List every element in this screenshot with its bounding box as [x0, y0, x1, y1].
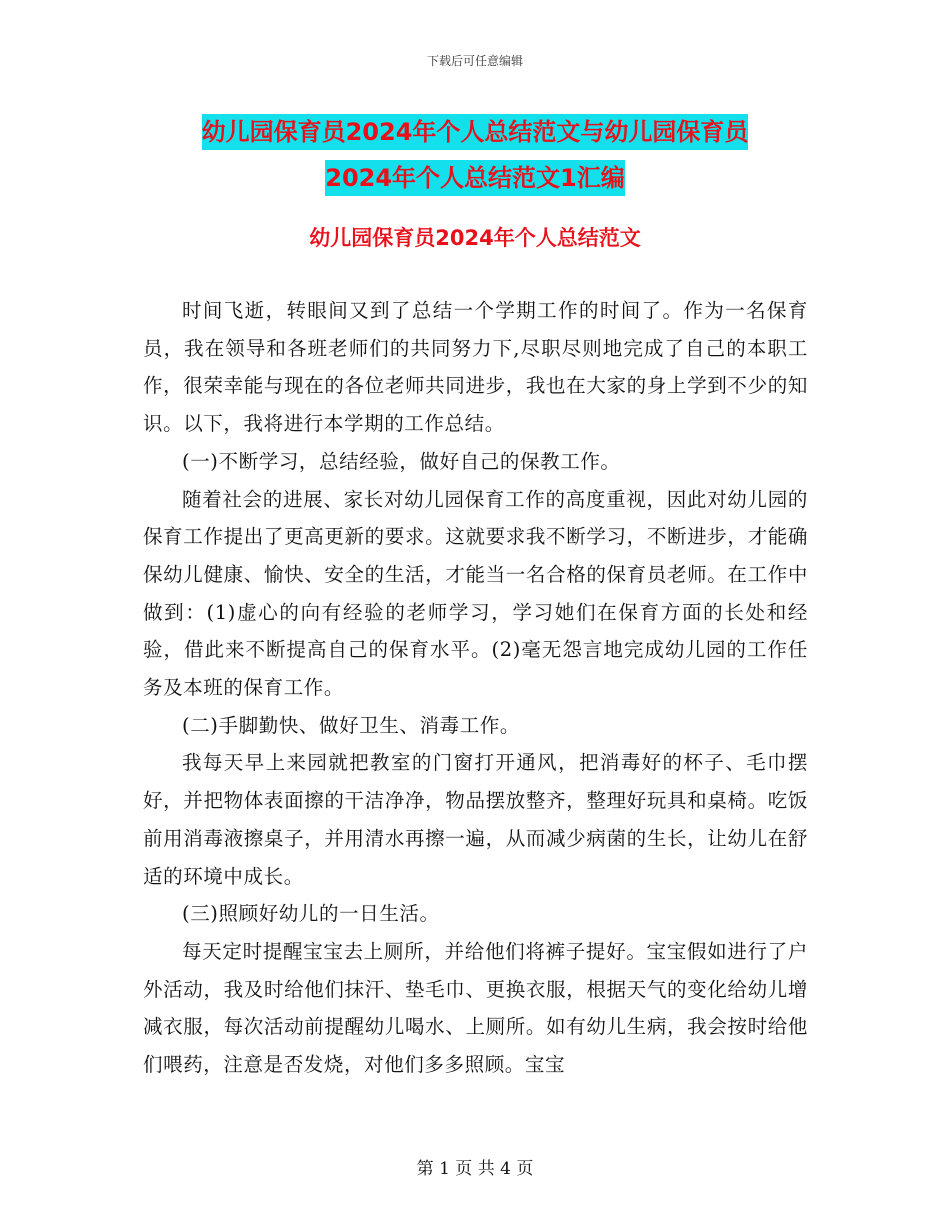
page-header-note: 下载后可任意编辑 — [426, 54, 523, 68]
paragraph-body-2: 我每天早上来园就把教室的门窗打开通风，把消毒好的杯子、毛巾摆好，并把物体表面擦的干洁净净，物品摆放整齐，整理好玩具和桌椅。吃饭前用消毒液擦桌子，并用清水再擦一遍，从而减少病菌的生长，让幼儿在舒适的环境中成长。 — [143, 751, 808, 888]
page-number-footer: 第 1 页 共 4 页 — [416, 1159, 534, 1179]
document-title-line-1 — [0, 112, 950, 147]
document-title-line-2 — [0, 158, 950, 193]
paragraph-heading-2: (二)手脚勤快、做好卫生、消毒工作。 — [182, 713, 521, 737]
paragraph-heading-3: (三)照顾好幼儿的一日生活。 — [182, 902, 440, 926]
document-title-line-1-text: 幼儿园保育员2024年个人总结范文与幼儿园保育员 — [202, 114, 749, 150]
document-body — [143, 292, 808, 1084]
paragraph-body-1: 随着社会的进展、家长对幼儿园保育工作的高度重视，因此对幼儿园的保育工作提出了更高更新的要求。这就要求我不断学习，不断进步，才能确保幼儿健康、愉快、安全的生活，才能当一名合格的保育员老师。在工作中做到：(1)虚心的向有经验的老师学习，学习她们在保育方面的长处和经验，借此来不断提高自己的保育水平。(2)毫无怨言地完成幼儿园的工作任务及本班的保育工作。 — [143, 487, 808, 700]
document-title-line-2-text: 2024年个人总结范文1汇编 — [325, 160, 625, 196]
paragraph-intro: 时间飞逝，转眼间又到了总结一个学期工作的时间了。作为一名保育员，我在领导和各班老师们的共同努力下,尽职尽则地完成了自己的本职工作，很荣幸能与现在的各位老师共同进步，我也在大家的身上学到不少的知识。以下，我将进行本学期的工作总结。 — [143, 299, 808, 436]
section-title: 幼儿园保育员2024年个人总结范文 — [309, 226, 641, 250]
paragraph-body-3: 每天定时提醒宝宝去上厕所，并给他们将裤子提好。宝宝假如进行了户外活动，我及时给他们抹汗、垫毛巾、更换衣服，根据天气的变化给幼儿增减衣服，每次活动前提醒幼儿喝水、上厕所。如有幼儿生病，我会按时给他们喂药，注意是否发烧，对他们多多照顾。宝宝 — [143, 939, 808, 1077]
paragraph-heading-1: (一)不断学习，总结经验，做好自己的保教工作。 — [182, 449, 621, 473]
